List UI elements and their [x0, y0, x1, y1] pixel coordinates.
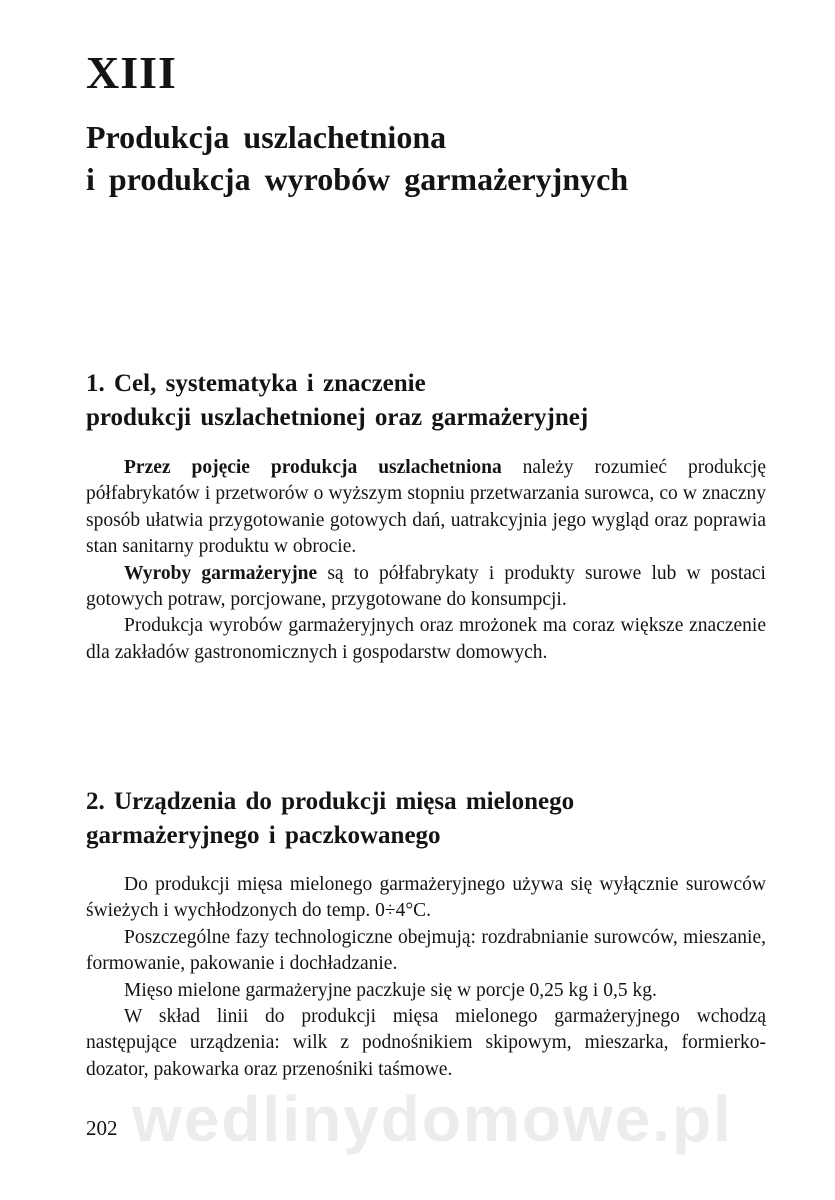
section-heading-line: garmażeryjnego i paczkowanego	[86, 822, 441, 849]
paragraph-text: Do produkcji mięsa mielonego garmażeryjnego używa się wyłącznie surowców świeżych i wychłodzonych do temp. 0÷4°C.	[86, 874, 766, 922]
section-heading-line: 2. Urządzenia do produkcji mięsa mielonego	[86, 788, 575, 815]
paragraph-text: Poszczególne fazy technologiczne obejmują: rozdrabnianie surowców, mieszanie, formowanie, pakowanie i dochładzanie.	[86, 926, 766, 975]
paragraph	[86, 872, 766, 925]
section-body	[86, 872, 766, 1083]
paragraph-text: W skład linii do produkcji mięsa mielonego garmażeryjnego wchodzą następujące urządzenia: wilk z podnośnikiem skipowym, mieszarka, formierko-dozator, pakowarka oraz przenośniki taśmowe.	[86, 1006, 766, 1080]
section-heading-line: 1. Cel, systematyka i znaczenie	[86, 370, 426, 397]
paragraph	[86, 925, 766, 978]
bold-term: Wyroby garmażeryjne	[124, 562, 318, 584]
paragraph-text: Produkcja wyrobów garmażeryjnych oraz mrożonek ma coraz większe znaczenie dla zakładów gastronomicznych i gospodarstw domowych.	[86, 615, 766, 663]
paragraph-text: są to półfabrykaty i produkty surowe lub w postaci gotowych potraw, porcjowane, przygotowane do konsumpcji.	[86, 562, 766, 611]
chapter-number: XIII	[86, 47, 177, 98]
page-number: 202	[86, 1116, 118, 1140]
paragraph	[86, 613, 766, 666]
paragraph	[86, 561, 766, 614]
watermark: wedlinydomowe.pl	[132, 1083, 733, 1155]
bold-term: Przez pojęcie produkcja uszlachetniona	[124, 457, 502, 478]
chapter-title-line: i produkcja wyrobów garmażeryjnych	[86, 161, 629, 197]
section-heading	[86, 367, 786, 435]
chapter-title	[86, 116, 786, 200]
chapter-title-line: Produkcja uszlachetniona	[86, 119, 447, 155]
section-heading-line: produkcji uszlachetnionej oraz garmażeryjnej	[86, 404, 589, 431]
section-heading	[86, 785, 786, 853]
paragraph	[86, 1004, 766, 1083]
section-body	[86, 455, 766, 666]
paragraph	[86, 455, 766, 561]
paragraph-text: Mięso mielone garmażeryjne paczkuje się w porcje 0,25 kg i 0,5 kg.	[124, 979, 657, 1001]
paragraph	[86, 978, 766, 1004]
paragraph-text: należy rozumieć produkcję półfabrykatów i przetworów o wyższym stopniu przetwarzania surowca, co w znaczny sposób ułatwia przygotowanie gotowych dań, uatrakcyjnia jego wygląd oraz poprawia stan sanitarny produktu w obrocie.	[86, 457, 766, 558]
